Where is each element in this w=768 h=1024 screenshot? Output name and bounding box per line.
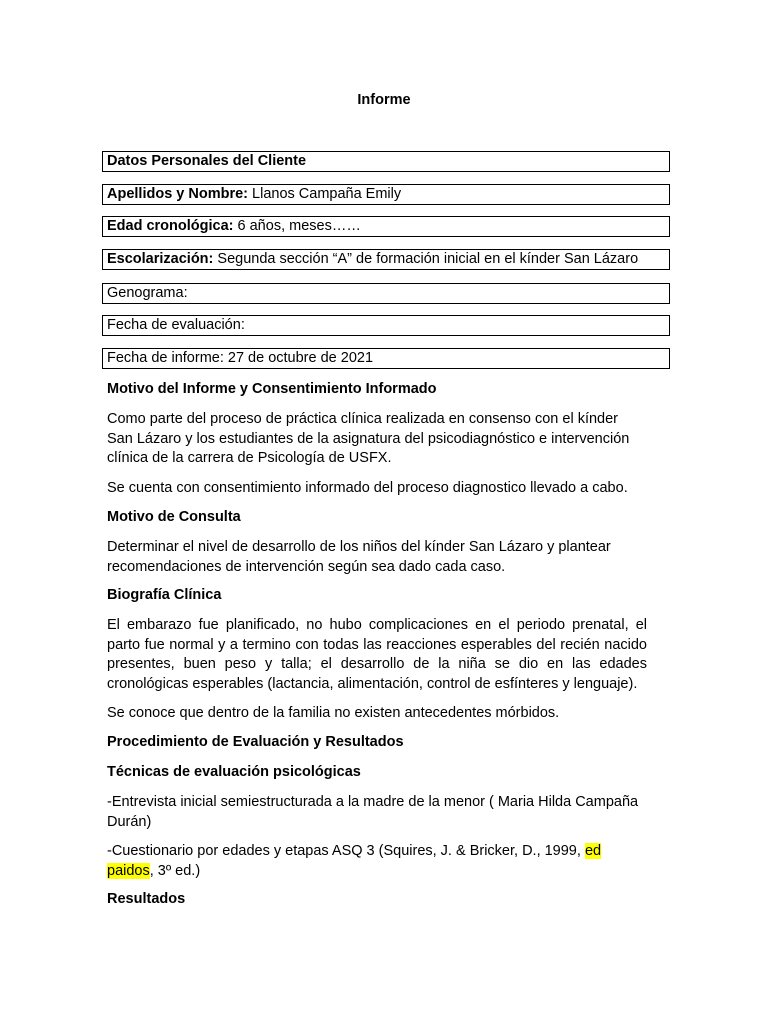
genogram-cell: [102, 283, 670, 304]
age-cell: [102, 216, 670, 237]
schooling-label: Escolarización:: [107, 251, 214, 267]
highlighted-publisher: ed paidos: [107, 843, 602, 879]
procedure-heading: Procedimiento de Evaluación y Resultados: [107, 734, 404, 750]
consent-paragraph: Se cuenta con consentimiento informado del proceso diagnostico llevado a cabo.: [107, 480, 628, 496]
report-date-cell: [102, 348, 670, 369]
clinical-biography-paragraph: El embarazo fue planificado, no hubo complicaciones en el periodo prenatal, el parto fue normal y a termino con todas las reacciones esperables del recién nacido presentes, buen peso y talla; el desarrollo de la niña se dio en las edades cronológicas esperables (lactancia, alimentación, control de esfínteres y lenguaje).: [107, 617, 647, 692]
technique-interview: -Entrevista inicial semiestructurada a la madre de la menor ( Maria Hilda Campaña Durán): [107, 794, 639, 830]
evaluation-date-label: Fecha de evaluación:: [107, 317, 245, 333]
personal-data-header: Datos Personales del Cliente: [107, 153, 307, 169]
results-heading: Resultados: [107, 891, 186, 907]
report-reason-paragraph: Como parte del proceso de práctica clínica realizada en consenso con el kínder San Lázaro y los estudiantes de la asignatura del psicodiagnóstico e intervención clínica de la carrera de Psicología de USFX.: [107, 411, 630, 466]
consultation-reason-heading: Motivo de Consulta: [107, 509, 241, 525]
technique-questionnaire-text: -Cuestionario por edades y etapas ASQ 3 (Squires, J. & Bricker, D., 1999,: [107, 843, 585, 859]
age-label: Edad cronológica:: [107, 218, 234, 234]
technique-questionnaire: [107, 842, 647, 881]
age-value: 6 años, meses……: [233, 218, 361, 234]
evaluation-date-cell: [102, 315, 670, 336]
name-label: Apellidos y Nombre:: [107, 186, 248, 202]
schooling-value: Segunda sección “A” de formación inicial en el kínder San Lázaro: [213, 251, 639, 267]
technique-questionnaire-edition: , 3º ed.): [149, 862, 201, 879]
name-cell: [102, 184, 670, 205]
consultation-reason-paragraph: Determinar el nivel de desarrollo de los niños del kínder San Lázaro y plantear recomendaciones de intervención según sea dado cada caso.: [107, 539, 611, 575]
name-value: Llanos Campaña Emily: [248, 186, 402, 202]
personal-data-header-cell: [102, 151, 670, 172]
report-date-label: Fecha de informe: 27 de octubre de 2021: [107, 350, 374, 366]
clinical-biography-heading: Biografía Clínica: [107, 587, 222, 603]
family-history-paragraph: Se conoce que dentro de la familia no existen antecedentes mórbidos.: [107, 705, 560, 721]
document-title: Informe: [357, 92, 411, 108]
report-reason-heading: Motivo del Informe y Consentimiento Informado: [107, 381, 437, 397]
schooling-cell: [102, 249, 670, 270]
techniques-heading: Técnicas de evaluación psicológicas: [107, 764, 361, 780]
genogram-label: Genograma:: [107, 285, 188, 301]
